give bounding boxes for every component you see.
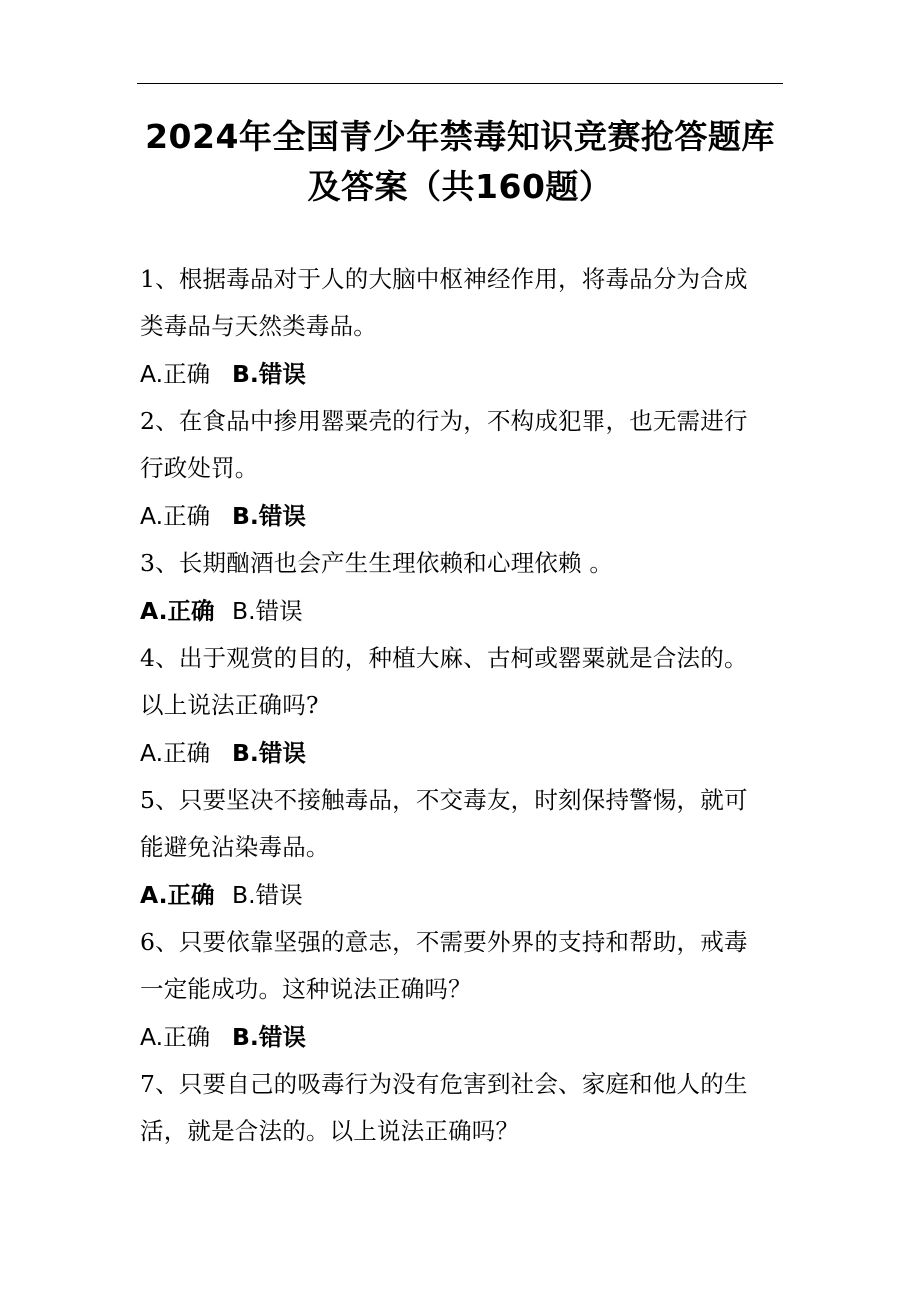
answer-options	[140, 729, 785, 777]
answer-options	[140, 587, 785, 635]
option-a: A.正确	[140, 360, 211, 388]
option-b-correct: B.错误	[232, 360, 306, 388]
title-line-1: 2024年全国青少年禁毒知识竞赛抢答题库	[145, 117, 775, 156]
question-list	[140, 256, 785, 1155]
option-b-correct: B.错误	[232, 1023, 306, 1051]
question-5	[140, 777, 785, 919]
answer-options	[140, 350, 785, 398]
question-2	[140, 398, 785, 540]
question-text: 5、只要坚决不接触毒品，不交毒友，时刻保持警惕，就可 能避免沾染毒品。	[140, 786, 748, 861]
answer-options	[140, 492, 785, 540]
title-line-2: 及答案（共160题）	[307, 167, 613, 206]
option-b-correct: B.错误	[232, 502, 306, 530]
question-1	[140, 256, 785, 398]
question-3	[140, 540, 785, 635]
option-a-correct: A.正确	[140, 597, 215, 625]
option-a: A.正确	[140, 502, 211, 530]
question-4	[140, 635, 785, 777]
answer-options	[140, 1013, 785, 1061]
option-a: A.正确	[140, 1023, 211, 1051]
question-text: 2、在食品中掺用罂粟壳的行为，不构成犯罪，也无需进行 行政处罚。	[140, 407, 748, 482]
question-text: 1、根据毒品对于人的大脑中枢神经作用，将毒品分为合成 类毒品与天然类毒品。	[140, 265, 748, 340]
question-text: 3、长期酗酒也会产生生理依赖和心理依赖 。	[140, 549, 614, 577]
question-text: 7、只要自己的吸毒行为没有危害到社会、家庭和他人的生 活，就是合法的。以上说法正确吗？	[140, 1070, 748, 1145]
question-7	[140, 1061, 785, 1155]
option-a-correct: A.正确	[140, 881, 215, 909]
option-b-correct: B.错误	[232, 739, 306, 767]
option-b: B.错误	[232, 597, 303, 625]
question-text: 6、只要依靠坚强的意志，不需要外界的支持和帮助，戒毒 一定能成功。这种说法正确吗？	[140, 928, 748, 1003]
question-text: 4、出于观赏的目的，种植大麻、古柯或罂粟就是合法的。 以上说法正确吗?	[140, 644, 748, 719]
question-6	[140, 919, 785, 1061]
option-b: B.错误	[232, 881, 303, 909]
answer-options	[140, 871, 785, 919]
header-rule	[137, 83, 783, 84]
option-a: A.正确	[140, 739, 211, 767]
document-title	[120, 112, 800, 212]
